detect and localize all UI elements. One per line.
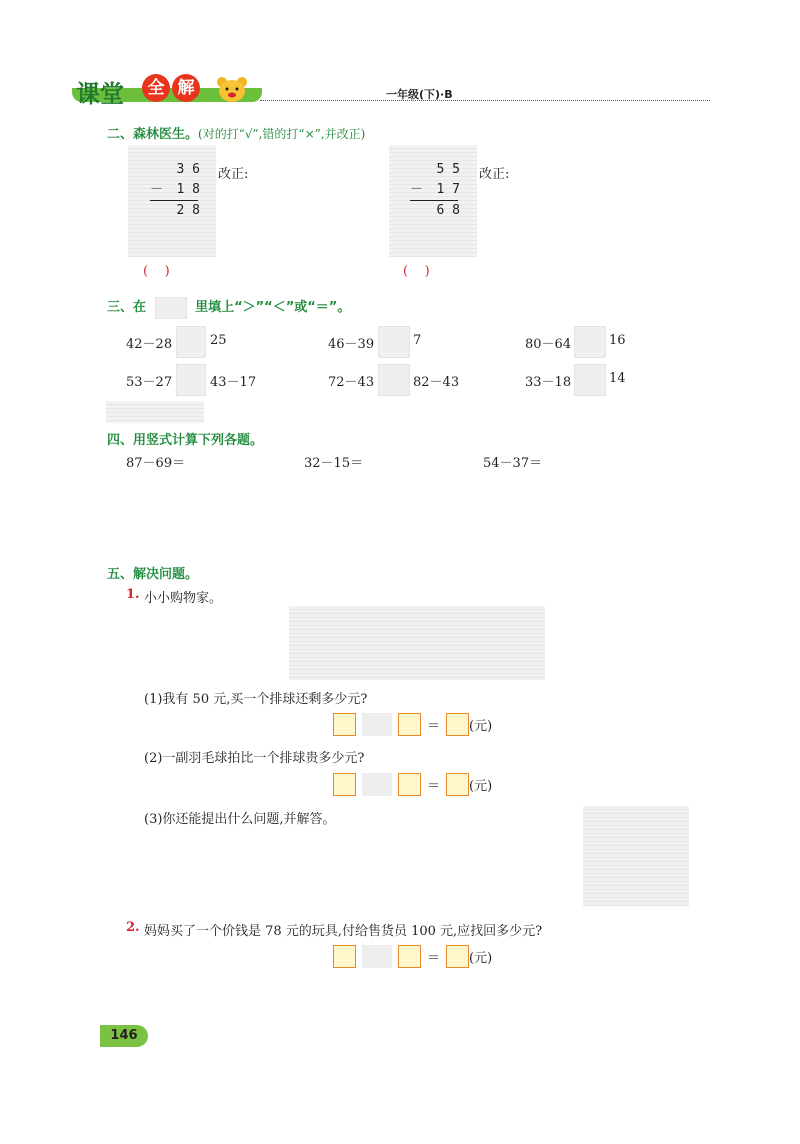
page-number-tab	[100, 1025, 148, 1047]
logo-circle-solve: 解	[172, 74, 200, 102]
section5-title: 五、解决问题。	[107, 567, 199, 582]
eq2-box-result[interactable]	[446, 773, 469, 796]
eq2-operator-box[interactable]	[362, 773, 392, 796]
calc1-bottom: 1 8	[176, 182, 200, 197]
eq3-box-b[interactable]	[398, 945, 421, 968]
section2-title	[107, 123, 365, 142]
cmp-r2c1-left: 53－27	[126, 375, 173, 390]
q2-number: 2.	[126, 920, 140, 935]
cmp-r1c2-left: 46－39	[328, 337, 375, 352]
q1-number: 1.	[126, 587, 140, 602]
cmp-r1c2-right: 7	[413, 333, 422, 348]
vertical-calc-2	[410, 160, 460, 221]
section3-title-a: 三、在	[107, 300, 147, 315]
cmp-r2c3-box[interactable]	[574, 364, 606, 396]
logo-text-classroom: 课堂	[76, 80, 124, 108]
calc1-op: －	[150, 182, 164, 197]
q2-equation	[333, 945, 492, 968]
cmp-r2c3-left: 33－18	[525, 375, 572, 390]
q1-sub1: (1)我有 50 元,买一个排球还剩多少元?	[144, 692, 368, 707]
bear-mascot-icon	[212, 76, 252, 104]
logo-circle-full: 全	[142, 74, 170, 102]
cmp-r1c2-box[interactable]	[378, 326, 410, 358]
cmp-r1c1-box[interactable]	[176, 326, 206, 358]
calc2-op: －	[410, 182, 424, 197]
calc1-top: 3 6	[176, 162, 200, 177]
answer-paren-1[interactable]: ( )	[143, 264, 170, 279]
section3-extra-box	[106, 401, 204, 423]
eq3-equals: ＝	[427, 951, 441, 966]
q1-text: 小小购物家。	[144, 591, 223, 606]
cmp-r2c2-left: 72－43	[328, 375, 375, 390]
eq3-box-a[interactable]	[333, 945, 356, 968]
eq3-box-result[interactable]	[446, 945, 469, 968]
section4-title: 四、用竖式计算下列各题。	[107, 433, 264, 448]
eq2-box-b[interactable]	[398, 773, 421, 796]
q1-sub2-equation	[333, 773, 492, 796]
eq3-operator-box[interactable]	[362, 945, 392, 968]
vertical-calc-1	[150, 160, 200, 221]
cmp-r2c1-box[interactable]	[176, 364, 206, 396]
grade-label: 一年级(下)·B	[386, 88, 453, 101]
eq2-box-a[interactable]	[333, 773, 356, 796]
page-number: 146	[110, 1028, 138, 1043]
section2-note: (对的打“√”,错的打“×”,并改正)	[198, 127, 366, 141]
cmp-r2c3-right: 14	[609, 371, 626, 386]
eq2-equals: ＝	[427, 779, 441, 794]
section3-title	[107, 296, 350, 319]
section2-title-text: 二、森林医生。	[107, 127, 199, 142]
eq3-unit: (元)	[469, 951, 493, 966]
eq1-box-a[interactable]	[333, 713, 356, 736]
calc2-bottom: 1 7	[436, 182, 460, 197]
fix-label-2: 改正:	[479, 167, 510, 182]
eq1-unit: (元)	[469, 719, 493, 734]
eq1-operator-box[interactable]	[362, 713, 392, 736]
eq1-box-result[interactable]	[446, 713, 469, 736]
q1-sub1-equation	[333, 713, 492, 736]
calc2-result: 6 8	[436, 203, 460, 218]
fix-label-1: 改正:	[218, 167, 249, 182]
q1-sub2: (2)一副羽毛球拍比一个排球贵多少元?	[144, 751, 365, 766]
cmp-r2c2-box[interactable]	[378, 364, 410, 396]
calc2-top: 5 5	[436, 162, 460, 177]
calc-item-3: 54－37＝	[483, 456, 543, 471]
header-logo	[72, 74, 262, 108]
cmp-r2c2-right: 82－43	[413, 375, 460, 390]
cmp-r1c3-left: 80－64	[525, 337, 572, 352]
cmp-r2c1-right: 43－17	[210, 375, 257, 390]
q1-sub3-answer-area[interactable]	[583, 806, 689, 906]
calc-item-2: 32－15＝	[304, 456, 364, 471]
eq1-equals: ＝	[427, 719, 441, 734]
q1-sub3: (3)你还能提出什么问题,并解答。	[144, 812, 336, 827]
answer-paren-2[interactable]: ( )	[403, 264, 430, 279]
section3-title-b: 里填上“＞”“＜”或“＝”。	[195, 300, 351, 315]
cmp-r1c3-right: 16	[609, 333, 626, 348]
cmp-r1c1-left: 42－28	[126, 337, 173, 352]
q2-text: 妈妈买了一个价钱是 78 元的玩具,付给售货员 100 元,应找回多少元?	[144, 924, 543, 939]
eq1-box-b[interactable]	[398, 713, 421, 736]
header-dotted-rule	[260, 100, 710, 101]
eq2-unit: (元)	[469, 779, 493, 794]
calc-item-1: 87－69＝	[126, 456, 186, 471]
shopping-price-image	[289, 606, 545, 680]
calc1-result: 2 8	[176, 203, 200, 218]
title-sample-box	[155, 297, 187, 319]
cmp-r1c3-box[interactable]	[574, 326, 606, 358]
cmp-r1c1-right: 25	[210, 333, 227, 348]
